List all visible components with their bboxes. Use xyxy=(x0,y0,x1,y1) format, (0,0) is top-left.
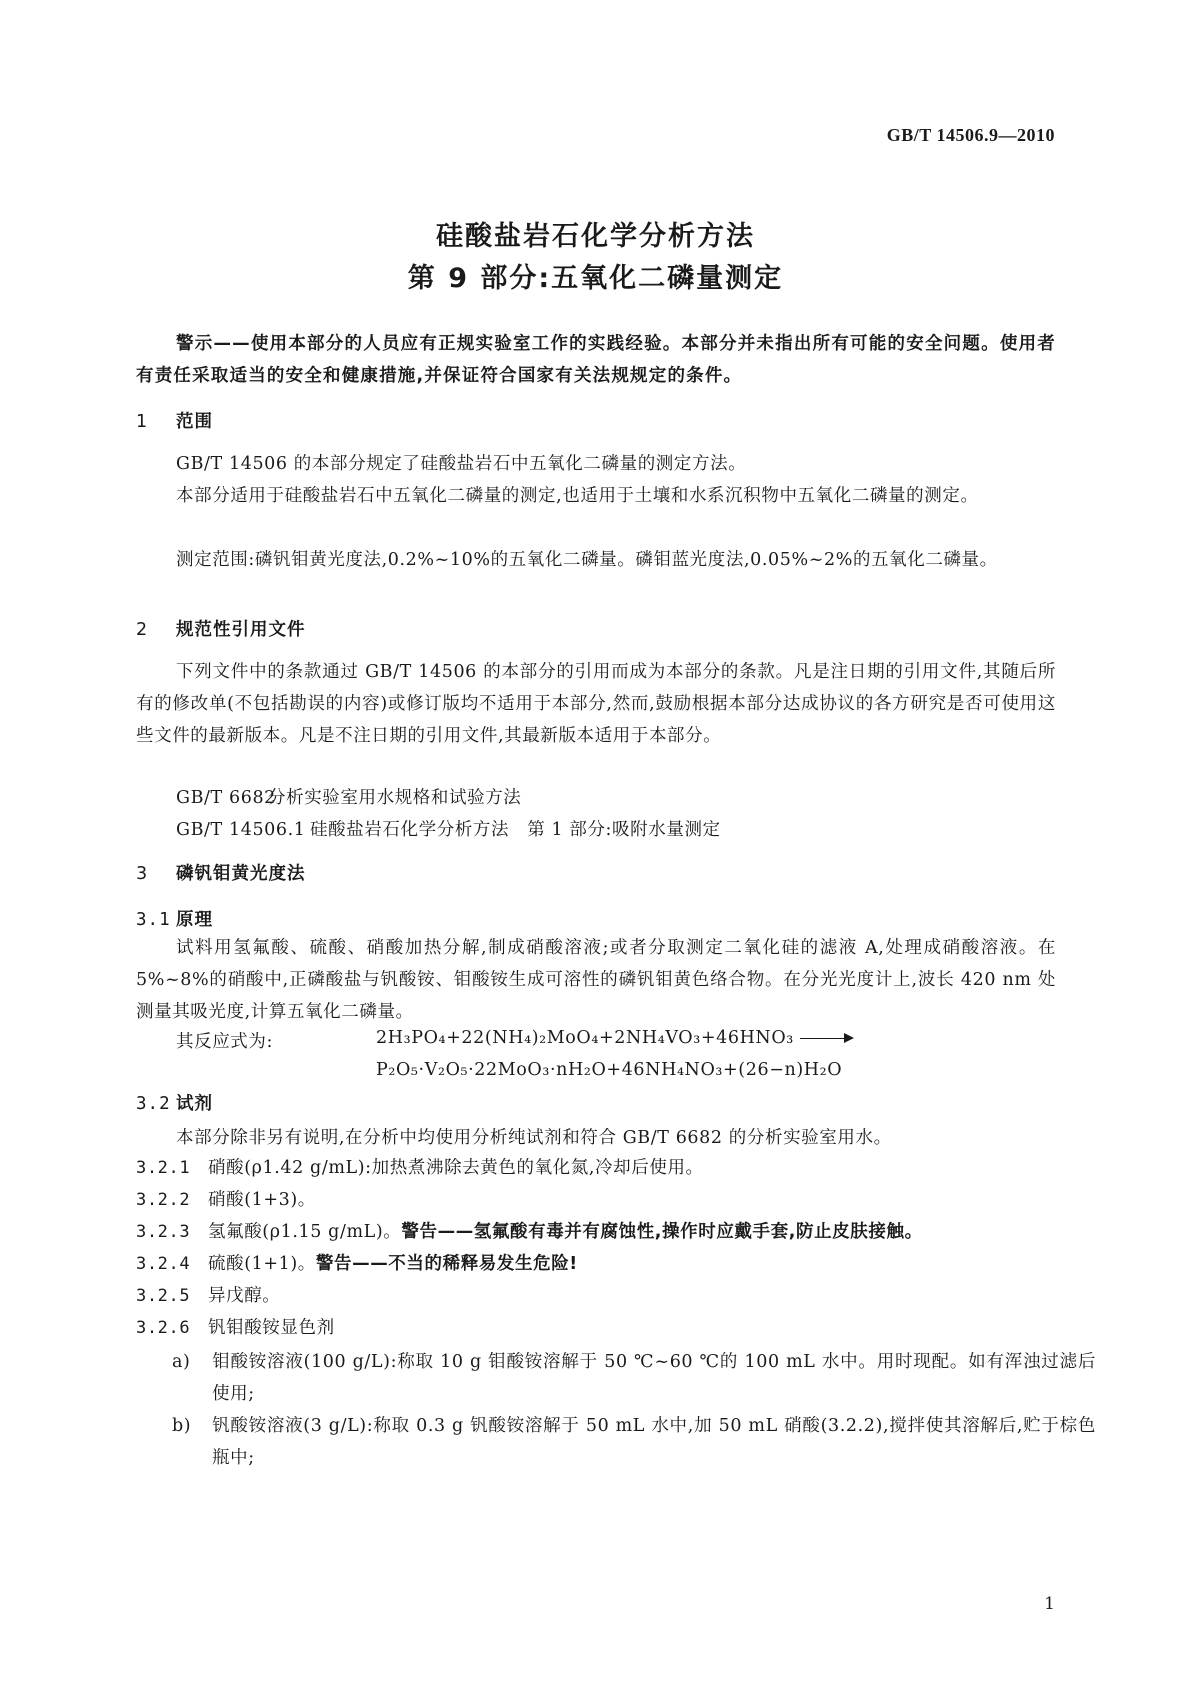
item-number: 3.2.1 xyxy=(136,1158,191,1178)
safety-warning: 警示——使用本部分的人员应有正规实验室工作的实践经验。本部分并未指出所有可能的安全问题。使用者有责任采取适当的安全和健康措施,并保证符合国家有关法规规定的条件。 xyxy=(136,334,1056,386)
section-number: 1 xyxy=(136,412,149,432)
sub-list-item xyxy=(172,1346,1096,1410)
page-number: 1 xyxy=(1044,1594,1055,1614)
subsection-number: 3.1 xyxy=(136,910,171,930)
subsection-title: 试剂 xyxy=(176,1094,213,1114)
item-text: 异戊醇。 xyxy=(208,1286,281,1306)
item-text: 硫酸(1+1)。 xyxy=(208,1254,316,1274)
reaction-equation-line-1 xyxy=(376,1028,852,1048)
reagent-item xyxy=(136,1250,578,1275)
section-3-heading xyxy=(136,860,306,885)
document-number: GB/T 14506.9—2010 xyxy=(886,125,1055,145)
section-1-paragraph-1: GB/T 14506 的本部分规定了硅酸盐岩石中五氧化二磷量的测定方法。 xyxy=(176,454,747,474)
section-2-paragraph: 下列文件中的条款通过 GB/T 14506 的本部分的引用而成为本部分的条款。凡是注日期的引用文件,其随后所有的修改单(不包括勘误的内容)或修订版均不适用于本部分,然而,鼓励根据本部分达成协议的各方研究是否可使用这些文件的最新版本。凡是不注日期的引用文件,其最新版本适用于本部分。 xyxy=(136,662,1056,746)
item-number: 3.2.3 xyxy=(136,1222,191,1242)
item-number: 3.2.2 xyxy=(136,1190,191,1210)
section-1-paragraph-2: 本部分适用于硅酸盐岩石中五氧化二磷量的测定,也适用于土壤和水系沉积物中五氧化二磷量的测定。 xyxy=(176,486,979,506)
section-2-heading xyxy=(136,616,306,641)
reference-code: GB/T 14506.1 xyxy=(176,820,306,840)
reference-item xyxy=(176,816,721,841)
item-number: 3.2.4 xyxy=(136,1254,191,1274)
reaction-reactants: 2H₃PO₄+22(NH₄)₂MoO₄+2NH₄VO₃+46HNO₃ xyxy=(376,1028,794,1048)
reference-title: 硅酸盐岩石化学分析方法 第 1 部分:吸附水量测定 xyxy=(310,820,721,840)
reagent-item xyxy=(136,1218,923,1243)
subsection-3-1-heading xyxy=(136,906,213,931)
reagent-item xyxy=(136,1154,704,1179)
reaction-arrow-icon xyxy=(800,1038,852,1039)
subsection-number: 3.2 xyxy=(136,1094,171,1114)
sub-list-label: b) xyxy=(172,1416,192,1436)
item-warning: 警告——氢氟酸有毒并有腐蚀性,操作时应戴手套,防止皮肤接触。 xyxy=(401,1222,923,1242)
section-title: 规范性引用文件 xyxy=(176,620,306,640)
reagent-item xyxy=(136,1186,316,1211)
section-1-paragraph-3: 测定范围:磷钒钼黄光度法,0.2%~10%的五氧化二磷量。磷钼蓝光度法,0.05%~2%的五氧化二磷量。 xyxy=(176,550,998,570)
section-title: 范围 xyxy=(176,412,213,432)
reagent-item xyxy=(136,1282,280,1307)
sub-list-label: a) xyxy=(172,1352,191,1372)
item-number: 3.2.5 xyxy=(136,1286,191,1306)
item-warning: 警告——不当的稀释易发生危险! xyxy=(315,1254,578,1274)
section-number: 2 xyxy=(136,620,149,640)
subsection-title: 原理 xyxy=(176,910,213,930)
item-text: 钒钼酸铵显色剂 xyxy=(208,1318,335,1338)
reagents-intro: 本部分除非另有说明,在分析中均使用分析纯试剂和符合 GB/T 6682 的分析实验室用水。 xyxy=(176,1128,892,1148)
principle-paragraph: 试料用氢氟酸、硫酸、硝酸加热分解,制成硝酸溶液;或者分取测定二氧化硅的滤液 A,处理成硝酸溶液。在 5%~8%的硝酸中,正磷酸盐与钒酸铵、钼酸铵生成可溶性的磷钒钼黄色络合物。在分光光度计上,波长 420 nm 处测量其吸光度,计算五氧化二磷量。 xyxy=(136,938,1056,1022)
section-1-heading xyxy=(136,408,213,433)
sub-list-item xyxy=(172,1410,1096,1474)
reference-title: 分析实验室用水规格和试验方法 xyxy=(268,788,522,808)
title-line-2: 第 9 部分:五氧化二磷量测定 xyxy=(407,263,784,294)
sub-list-text: 钼酸铵溶液(100 g/L):称取 10 g 钼酸铵溶解于 50 ℃~60 ℃的 100 mL 水中。用时现配。如有浑浊过滤后使用; xyxy=(212,1352,1096,1404)
title-line-1: 硅酸盐岩石化学分析方法 xyxy=(436,221,755,252)
item-text: 硝酸(1+3)。 xyxy=(208,1190,316,1210)
section-title: 磷钒钼黄光度法 xyxy=(176,864,306,884)
reaction-label: 其反应式为: xyxy=(176,1032,273,1052)
item-text: 硝酸(ρ1.42 g/mL):加热煮沸除去黄色的氧化氮,冷却后使用。 xyxy=(208,1158,704,1178)
item-number: 3.2.6 xyxy=(136,1318,191,1338)
reference-item xyxy=(176,784,521,809)
subsection-3-2-heading xyxy=(136,1090,213,1115)
sub-list-text: 钒酸铵溶液(3 g/L):称取 0.3 g 钒酸铵溶解于 50 mL 水中,加 50 mL 硝酸(3.2.2),搅拌使其溶解后,贮于棕色瓶中; xyxy=(212,1416,1096,1468)
reagent-item xyxy=(136,1314,335,1339)
section-number: 3 xyxy=(136,864,149,884)
reference-code: GB/T 6682 xyxy=(176,788,276,808)
item-text: 氢氟酸(ρ1.15 g/mL)。 xyxy=(208,1222,402,1242)
reaction-equation-line-2: P₂O₅·V₂O₅·22MoO₃·nH₂O+46NH₄NO₃+(26−n)H₂O xyxy=(376,1060,843,1080)
